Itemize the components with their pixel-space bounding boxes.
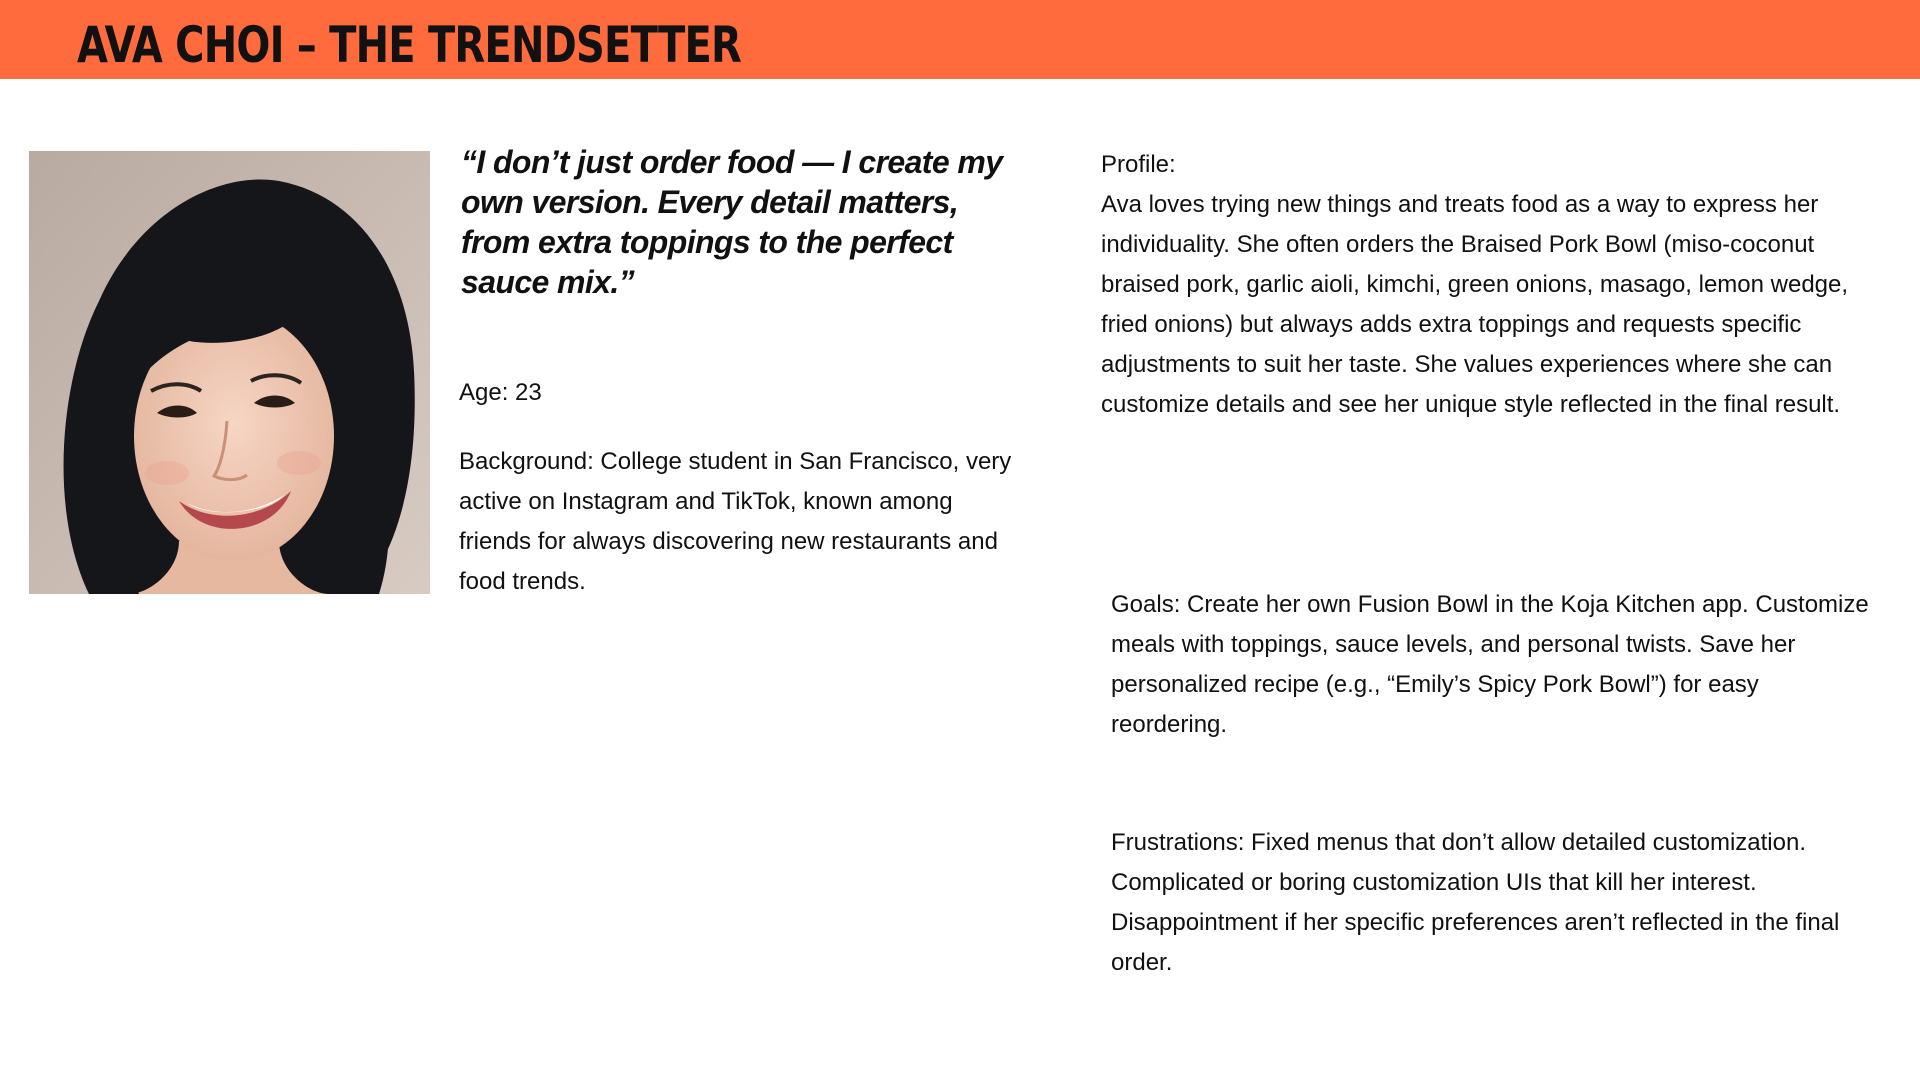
- persona-quote: “I don’t just order food — I create my own version. Every detail matters, from extra toppings to the perfect sauce mix.”: [461, 144, 1003, 300]
- persona-background: Background: College student in San Francisco, very active on Instagram and TikTok, known among friends for always discovering new restaurants and food trends.: [459, 448, 1012, 595]
- profile-text: Ava loves trying new things and treats food as a way to express her individuality. She often orders the Braised Pork Bowl (miso-coconut braised pork, garlic aioli, kimchi, green onions, masago, lemon wedge, fried onions) but always adds extra toppings and requests specific adjustments to suit her taste. She values experiences where she can customize details and see her unique style reflected in the final result.: [1101, 191, 1849, 418]
- persona-title: AVA CHOI – THE TRENDSETTER: [77, 16, 741, 74]
- profile-label: Profile:: [1101, 151, 1176, 178]
- header-bar: [0, 0, 1920, 79]
- persona-age: Age: 23: [459, 379, 542, 406]
- persona-goals: Goals: Create her own Fusion Bowl in the Koja Kitchen app. Customize meals with toppings, sauce levels, and personal twists. Save her personalized recipe (e.g., “Emily’s Spicy Pork Bowl”) for easy reordering.: [1111, 591, 1869, 738]
- persona-portrait: [29, 151, 430, 594]
- persona-frustrations: Frustrations: Fixed menus that don’t allow detailed customization. Complicated or boring customization UIs that kill her interest. Disappointment if her specific preferences aren’t reflected in the final order.: [1111, 829, 1840, 976]
